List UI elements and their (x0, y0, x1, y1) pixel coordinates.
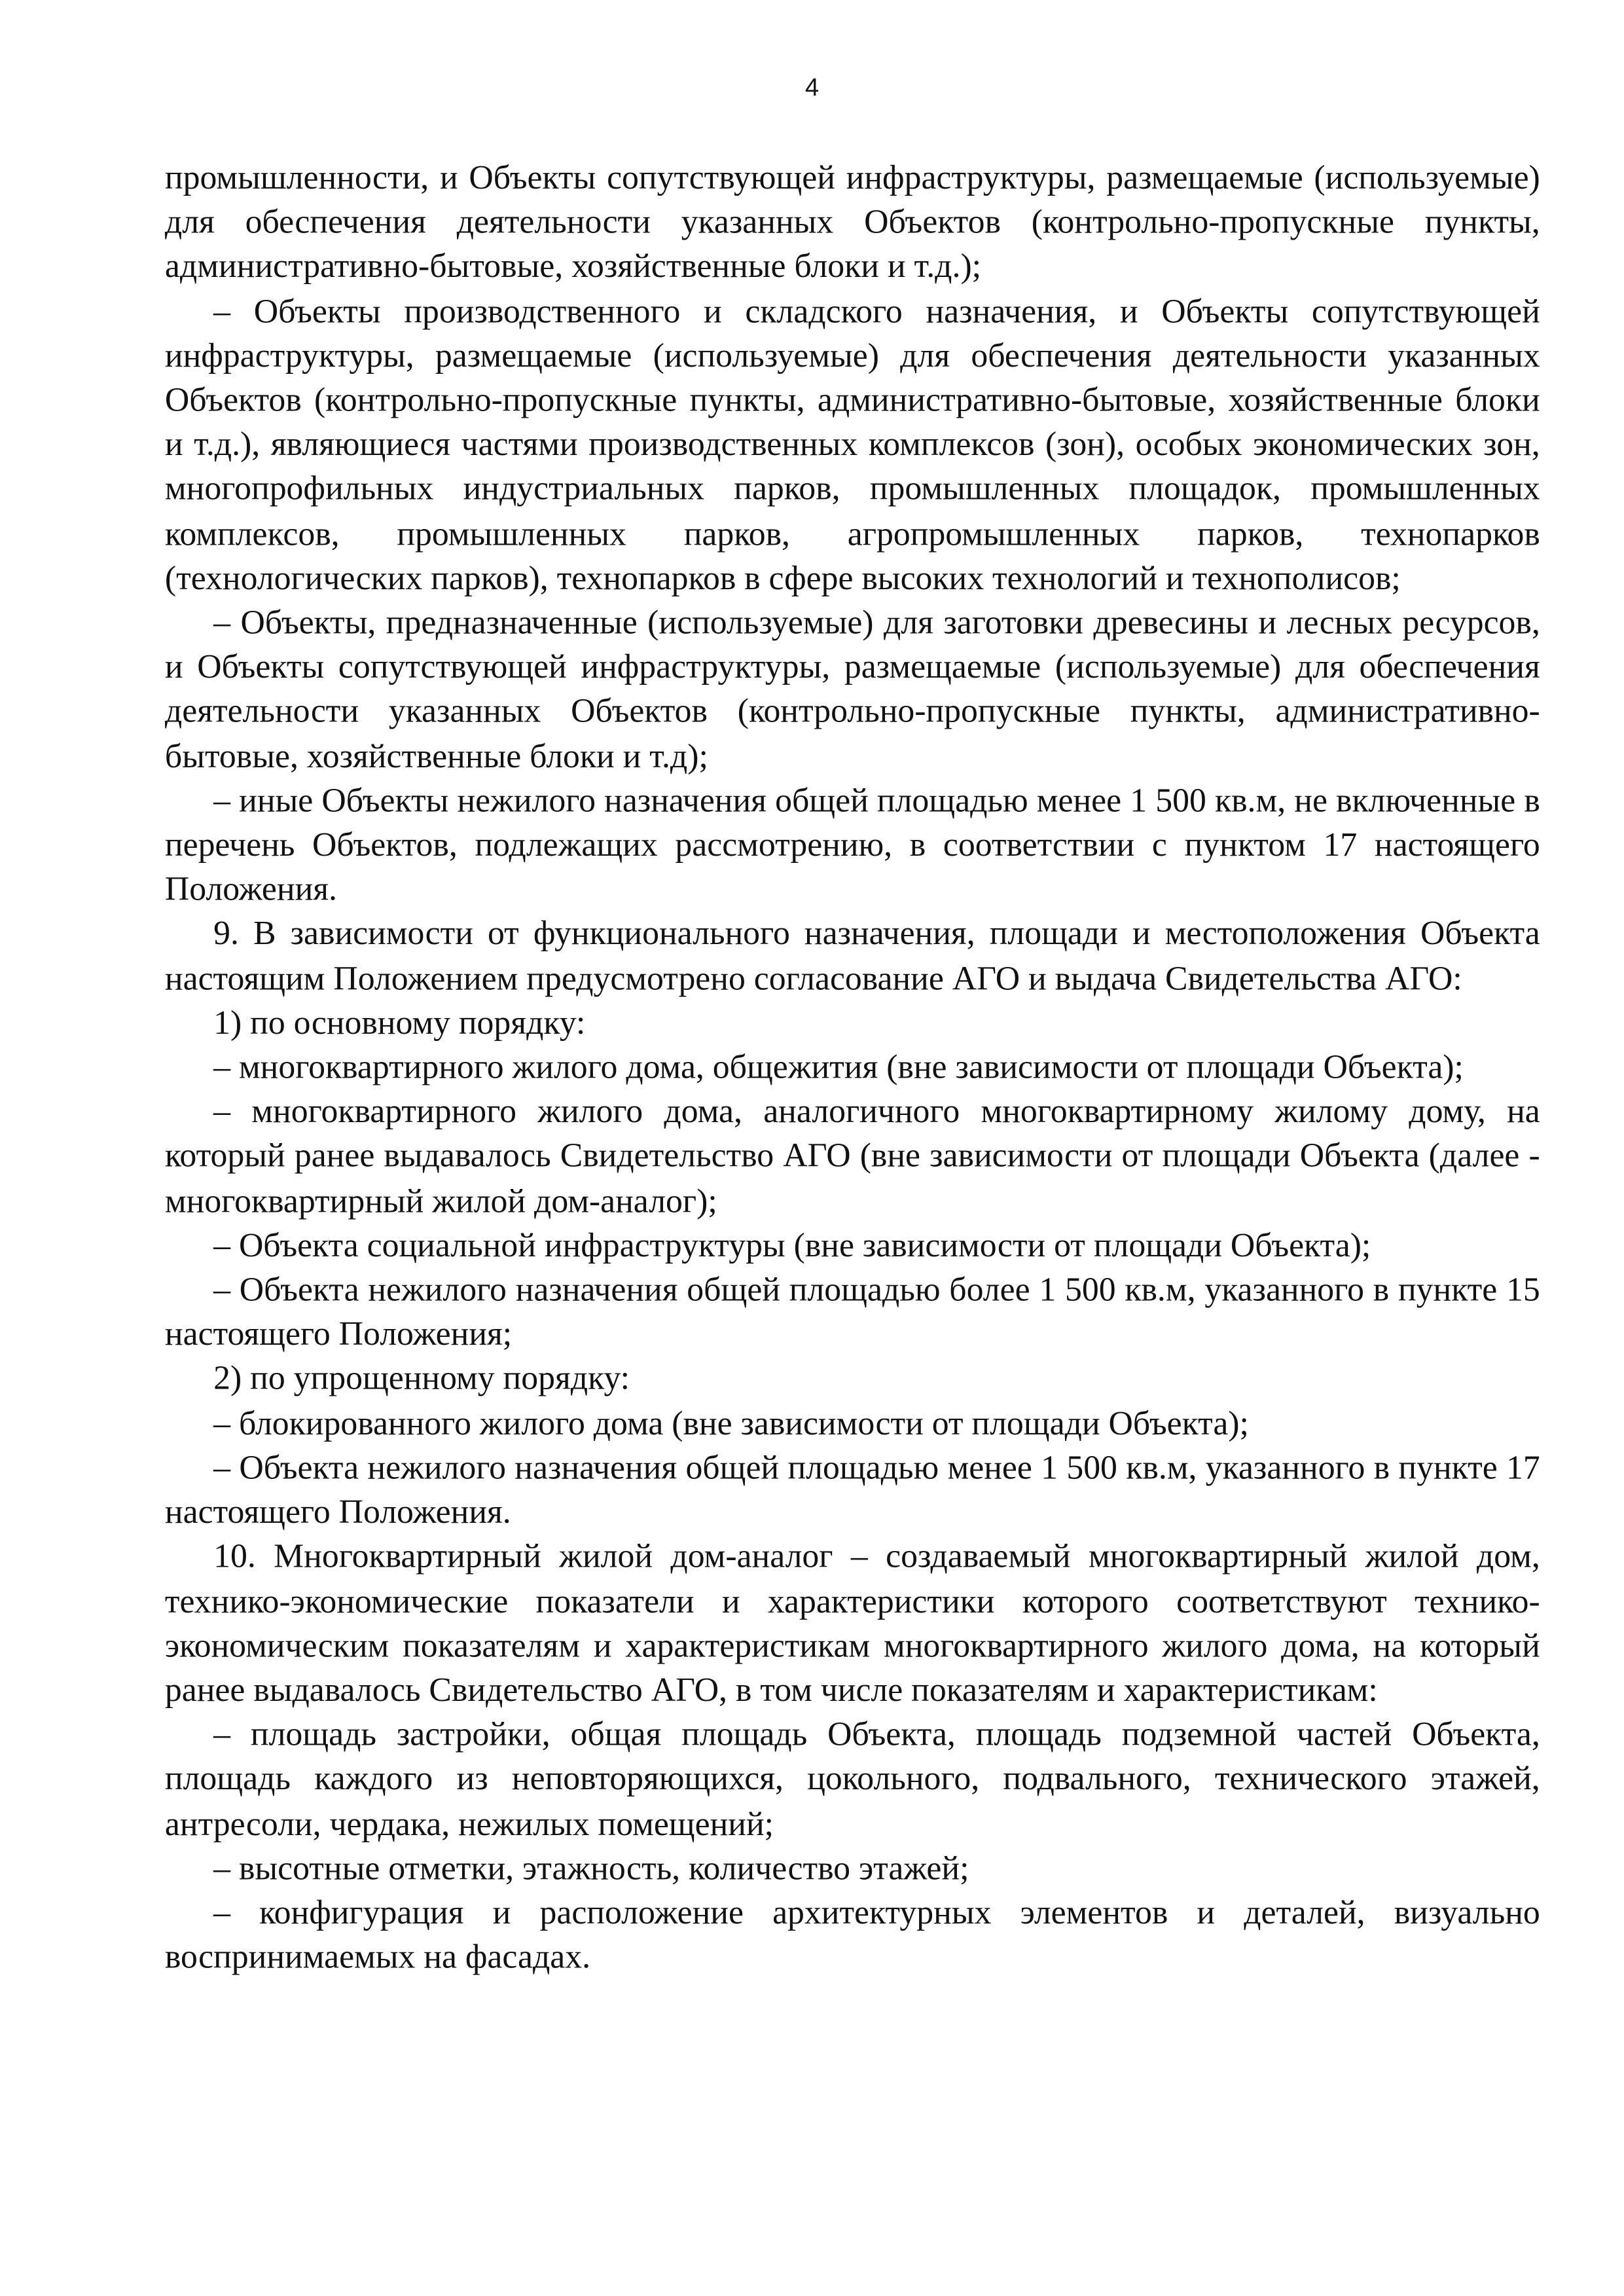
paragraph-continued: промышленности, и Объекты сопутствующей инфраструктуры, размещаемые (используемые) для обеспечения деятельности указанных Объектов (контрольно-пропускные пункты, административно-бытовые, хозяйственные блоки и т.д.); (164, 158, 1540, 285)
list-item-heights: – высотные отметки, этажность, количество этажей; (213, 1849, 969, 1886)
clause-9-subitem-1: 1) по основному порядку: (213, 1004, 586, 1042)
list-item-facade-elements: – конфигурация и расположение архитектурных элементов и деталей, визуально воспринимаемых на фасадах. (164, 1893, 1540, 1975)
clause-9-subitem-2: 2) по упрощенному порядку: (213, 1360, 630, 1397)
list-item-apartment-building: – многоквартирного жилого дома, общежития (вне зависимости от площади Объекта); (213, 1048, 1464, 1086)
page-number: 4 (804, 73, 820, 102)
list-item-forestry-objects: – Объекты, предназначенные (используемые) для заготовки древесины и лесных ресурсов, и Объекты сопутствующей инфраструктуры, размещаемые (используемые) для обеспечения деятельности указанных Объектов (контрольно-пропускные пункты, административно-бытовые, хозяйственные блоки и т.д); (164, 604, 1540, 774)
list-item-other-nonresidential: – иные Объекты нежилого назначения общей площадью менее 1 500 кв.м, не включенные в перечень Объектов, подлежащих рассмотрению, в соответствии с пунктом 17 настоящего Положения. (164, 782, 1540, 908)
list-item-analog-building: – многоквартирного жилого дома, аналогичного многоквартирному жилому дому, на который ранее выдавалось Свидетельство АГО (вне зависимости от площади Объекта (далее - многоквартирный жилой дом-аналог); (164, 1093, 1540, 1219)
list-item-areas: – площадь застройки, общая площадь Объекта, площадь подземной частей Объекта, площадь каждого из неповторяющихся, цокольного, подвального, технического этажей, антресоли, чердака, нежилых помещений; (164, 1715, 1540, 1842)
list-item-social-infrastructure: – Объекта социальной инфраструктуры (вне зависимости от площади Объекта); (213, 1226, 1371, 1264)
list-item-blocked-house: – блокированного жилого дома (вне зависимости от площади Объекта); (213, 1404, 1249, 1442)
list-item-nonresidential-over-1500: – Объекта нежилого назначения общей площадью более 1 500 кв.м, указанного в пункте 15 настоящего Положения; (164, 1271, 1540, 1353)
clause-9: 9. В зависимости от функционального назначения, площади и местоположения Объекта настоящим Положением предусмотрено согласование АГО и выдача Свидетельства АГО: (164, 915, 1540, 997)
list-item-nonresidential-under-1500: – Объекта нежилого назначения общей площадью менее 1 500 кв.м, указанного в пункте 17 настоящего Положения. (164, 1449, 1540, 1531)
document-body (165, 156, 1540, 1980)
list-item-production-objects: – Объекты производственного и складского назначения, и Объекты сопутствующей инфраструктуры, размещаемые (используемые) для обеспечения деятельности указанных Объектов (контрольно-пропускные пункты, административно-бытовые, хозяйственные блоки и т.д.), являющиеся частями производственных комплексов (зон), особых экономических зон, многопрофильных индустриальных парков, промышленных площадок, промышленных комплексов, промышленных парков, агропромышленных парков, технопарков (технологических парков), технопарков в сфере высоких технологий и технополисов; (164, 292, 1540, 596)
clause-10: 10. Многоквартирный жилой дом-аналог – создаваемый многоквартирный жилой дом, технико-экономические показатели и характеристики которого соответствуют технико-экономическим показателям и характеристикам многоквартирного жилого дома, на который ранее выдавалось Свидетельство АГО, в том числе показателям и характеристикам: (164, 1538, 1540, 1709)
